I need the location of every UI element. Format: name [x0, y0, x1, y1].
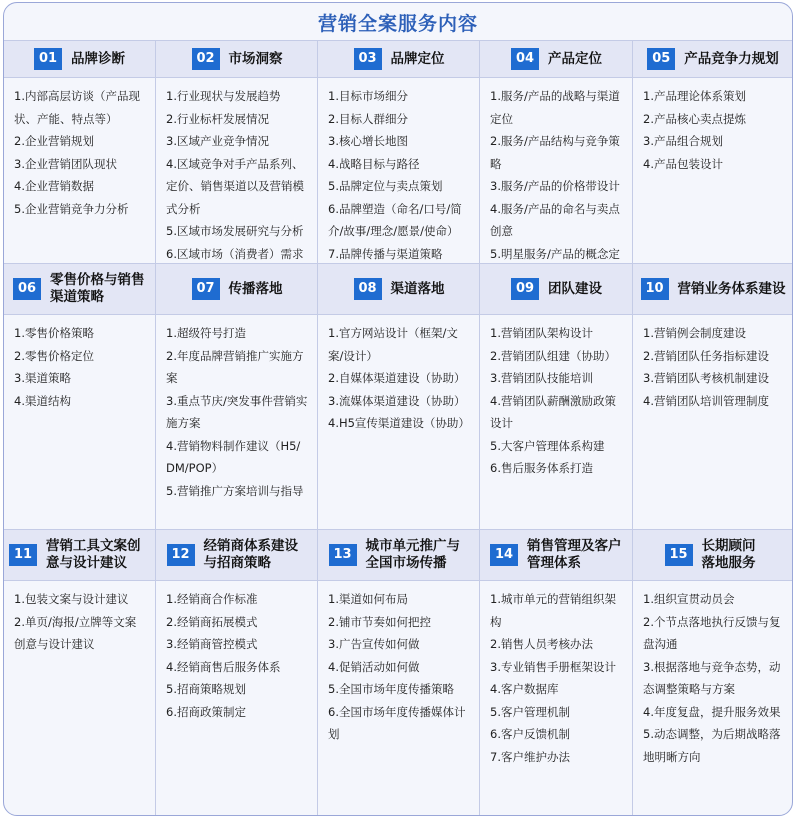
module-header	[4, 263, 155, 315]
module-title: 零售价格与销售渠道策略	[50, 272, 145, 305]
module-item: 1.超级符号打造	[166, 326, 246, 340]
module-item: 3.产品组合规划	[643, 134, 723, 148]
module-item: 4.企业营销数据	[14, 179, 94, 193]
module-item: 4.年度复盘，提升服务效果	[643, 704, 781, 719]
module-card	[317, 40, 480, 263]
module-card	[155, 40, 318, 263]
module-item: 3.广告宣传如何做	[328, 637, 420, 651]
module-item: 6.售后服务体系打造	[490, 461, 593, 475]
module-item-list	[633, 85, 793, 175]
module-number-badge: 10	[641, 278, 669, 300]
module-item: 2.销售人员考核办法	[490, 637, 593, 651]
module-item: 5.明星服务/产品的概念定	[490, 246, 620, 261]
module-item: 3.根据落地与竞争态势，动态调整策略与方案	[643, 659, 781, 696]
module-item-list	[480, 85, 633, 288]
module-header	[156, 40, 318, 78]
module-item: 6.品牌塑造（命名/口号/简介/故事/理念/愿景/使命）	[328, 201, 462, 238]
module-title: 城市单元推广与全国市场传播	[365, 538, 460, 571]
module-item-list	[4, 588, 155, 656]
module-title: 长期顾问落地服务	[701, 538, 756, 571]
module-card	[632, 529, 793, 815]
module-item: 6.招商政策制定	[166, 704, 246, 719]
module-title: 渠道落地	[390, 280, 445, 297]
module-item: 2.服务/产品结构与竞争策略	[490, 134, 620, 171]
module-header	[633, 263, 793, 315]
module-number-badge: 02	[192, 48, 220, 70]
module-number-badge: 09	[511, 278, 539, 300]
module-card	[155, 263, 318, 529]
module-item-list	[4, 322, 155, 412]
module-title: 团队建设	[548, 280, 602, 297]
module-card	[632, 263, 793, 529]
module-item: 4.经销商售后服务体系	[166, 659, 281, 674]
module-item: 7.品牌传播与渠道策略	[328, 246, 443, 261]
module-item: 5.营销推广方案培训与指导	[166, 483, 304, 498]
module-card	[479, 529, 633, 815]
module-item-list	[633, 322, 793, 412]
module-item: 3.重点节庆/突发事件营销实施方案	[166, 393, 308, 430]
module-item: 1.营销团队架构设计	[490, 326, 593, 340]
module-card	[632, 40, 793, 263]
module-title: 销售管理及客户管理体系	[527, 538, 622, 571]
module-item: 2.行业标杆发展情况	[166, 111, 269, 126]
module-header	[318, 529, 480, 581]
module-item-list	[156, 85, 318, 288]
module-header	[633, 529, 793, 581]
module-number-badge: 12	[167, 544, 195, 566]
module-item: 2.零售价格定位	[14, 348, 94, 363]
module-item: 6.客户反馈机制	[490, 727, 570, 741]
module-item: 3.经销商管控模式	[166, 637, 258, 651]
module-item: 2.企业营销规划	[14, 134, 94, 148]
module-item: 2.目标人群细分	[328, 111, 408, 126]
module-item: 1.包装文案与设计建议	[14, 592, 129, 606]
module-row	[4, 263, 792, 529]
diagram-frame	[3, 2, 793, 816]
module-item-list	[156, 322, 318, 502]
module-item: 5.大客户管理体系构建	[490, 438, 605, 453]
module-header	[480, 529, 633, 581]
module-header	[156, 263, 318, 315]
module-item: 1.城市单元的营销组织架构	[490, 592, 616, 629]
module-item: 4.H5宣传渠道建设（协助）	[328, 416, 470, 430]
module-number-badge: 11	[9, 544, 37, 566]
module-item: 2.经销商拓展模式	[166, 614, 258, 629]
diagram-title: 营销全案服务内容	[317, 13, 478, 35]
module-title: 经销商体系建设与招商策略	[203, 538, 298, 571]
module-card	[4, 40, 155, 263]
module-item: 5.企业营销竞争力分析	[14, 201, 129, 216]
module-item: 2.自媒体渠道建设（协助）	[328, 371, 466, 385]
module-item: 4.营销物料制作建议（H5/DM/POP）	[166, 438, 301, 475]
module-title: 营销业务体系建设	[677, 280, 786, 297]
module-item: 2.营销团队任务指标建设	[643, 348, 769, 363]
module-header	[156, 529, 318, 581]
module-item: 1.官方网站设计（框架/文案/设计）	[328, 326, 458, 363]
module-item-list	[318, 322, 480, 435]
module-title: 品牌定位	[390, 50, 445, 67]
module-number-badge: 14	[490, 544, 518, 566]
module-card	[479, 263, 633, 529]
module-item: 1.目标市场细分	[328, 89, 408, 103]
module-header	[318, 40, 480, 78]
module-item: 4.促销活动如何做	[328, 659, 420, 674]
module-card	[317, 263, 480, 529]
module-item: 3.服务/产品的价格带设计	[490, 179, 620, 193]
module-header	[633, 40, 793, 78]
module-card	[155, 529, 318, 815]
module-item-list	[4, 85, 155, 220]
module-item: 6.区域市场（消费者）需求	[166, 246, 304, 261]
module-title: 品牌诊断	[71, 50, 125, 67]
module-item: 3.渠道策略	[14, 371, 71, 385]
module-number-badge: 04	[511, 48, 539, 70]
module-item-list	[318, 588, 480, 746]
module-item: 1.产品理论体系策划	[643, 89, 746, 103]
module-item: 4.客户数据库	[490, 682, 559, 696]
module-item: 1.营销例会制度建设	[643, 326, 746, 340]
module-item: 1.经销商合作标准	[166, 592, 258, 606]
module-item-list	[633, 588, 793, 768]
module-item-list	[480, 588, 633, 768]
module-item: 3.核心增长地图	[328, 134, 408, 148]
module-header	[318, 263, 480, 315]
module-title: 产品竞争力规划	[684, 50, 779, 67]
module-row	[4, 529, 792, 815]
module-item: 3.流媒体渠道建设（协助）	[328, 393, 466, 408]
module-item: 4.区域竞争对手产品系列、定价、销售渠道以及营销模式分析	[166, 156, 304, 216]
module-item: 5.全国市场年度传播策略	[328, 682, 454, 696]
module-card	[479, 40, 633, 263]
module-item: 3.营销团队考核机制建设	[643, 371, 769, 385]
module-item: 5.区域市场发展研究与分析	[166, 224, 304, 238]
module-item: 4.服务/产品的命名与卖点创意	[490, 201, 620, 238]
module-item-list	[318, 85, 480, 265]
module-item: 2.个节点落地执行反馈与复盘沟通	[643, 614, 781, 651]
module-card	[4, 529, 155, 815]
module-item: 7.客户维护办法	[490, 749, 570, 764]
module-item: 3.营销团队技能培训	[490, 371, 593, 385]
module-title: 传播落地	[228, 280, 283, 297]
module-item: 4.产品包装设计	[643, 156, 723, 171]
module-item: 1.组织宣贯动员会	[643, 592, 735, 606]
module-item: 5.客户管理机制	[490, 704, 570, 719]
module-item: 6.全国市场年度传播媒体计划	[328, 704, 466, 741]
module-item: 3.专业销售手册框架设计	[490, 659, 616, 674]
module-item: 1.服务/产品的战略与渠道定位	[490, 89, 620, 126]
module-item: 2.单页/海报/立牌等文案创意与设计建议	[14, 614, 137, 651]
module-item-list	[480, 322, 633, 480]
module-item: 5.品牌定位与卖点策划	[328, 179, 443, 193]
module-number-badge: 05	[647, 48, 675, 70]
module-item: 3.区域产业竞争情况	[166, 134, 269, 148]
module-item: 5.招商策略规划	[166, 682, 246, 696]
module-item: 3.企业营销团队现状	[14, 156, 117, 171]
module-number-badge: 15	[665, 544, 693, 566]
module-item: 1.零售价格策略	[14, 326, 94, 340]
module-title: 市场洞察	[228, 50, 283, 67]
module-card	[317, 529, 480, 815]
module-header	[480, 263, 633, 315]
module-item-list	[156, 588, 318, 723]
module-item: 1.内部高层访谈（产品现状、产能、特点等）	[14, 89, 140, 126]
module-number-badge: 03	[354, 48, 382, 70]
module-item: 2.产品核心卖点提炼	[643, 111, 746, 126]
module-number-badge: 07	[192, 278, 220, 300]
module-title: 产品定位	[548, 50, 602, 67]
module-number-badge: 13	[329, 544, 357, 566]
module-item: 2.年度品牌营销推广实施方案	[166, 348, 304, 385]
module-number-badge: 06	[13, 278, 41, 300]
module-item: 4.战略目标与路径	[328, 156, 420, 171]
module-number-badge: 01	[34, 48, 62, 70]
module-row	[4, 40, 792, 263]
module-header	[4, 40, 155, 78]
module-item: 4.渠道结构	[14, 393, 71, 408]
module-header	[480, 40, 633, 78]
module-item: 1.渠道如何布局	[328, 592, 408, 606]
module-item: 5.动态调整，为后期战略落地明晰方向	[643, 727, 781, 764]
module-header	[4, 529, 155, 581]
module-item: 1.行业现状与发展趋势	[166, 89, 281, 103]
module-item: 4.营销团队薪酬激励政策设计	[490, 393, 616, 430]
module-number-badge: 08	[354, 278, 382, 300]
module-item: 4.营销团队培训管理制度	[643, 393, 769, 408]
module-item: 2.铺市节奏如何把控	[328, 614, 431, 629]
module-title: 营销工具文案创意与设计建议	[46, 538, 141, 571]
module-card	[4, 263, 155, 529]
module-item: 2.营销团队组建（协助）	[490, 348, 616, 363]
